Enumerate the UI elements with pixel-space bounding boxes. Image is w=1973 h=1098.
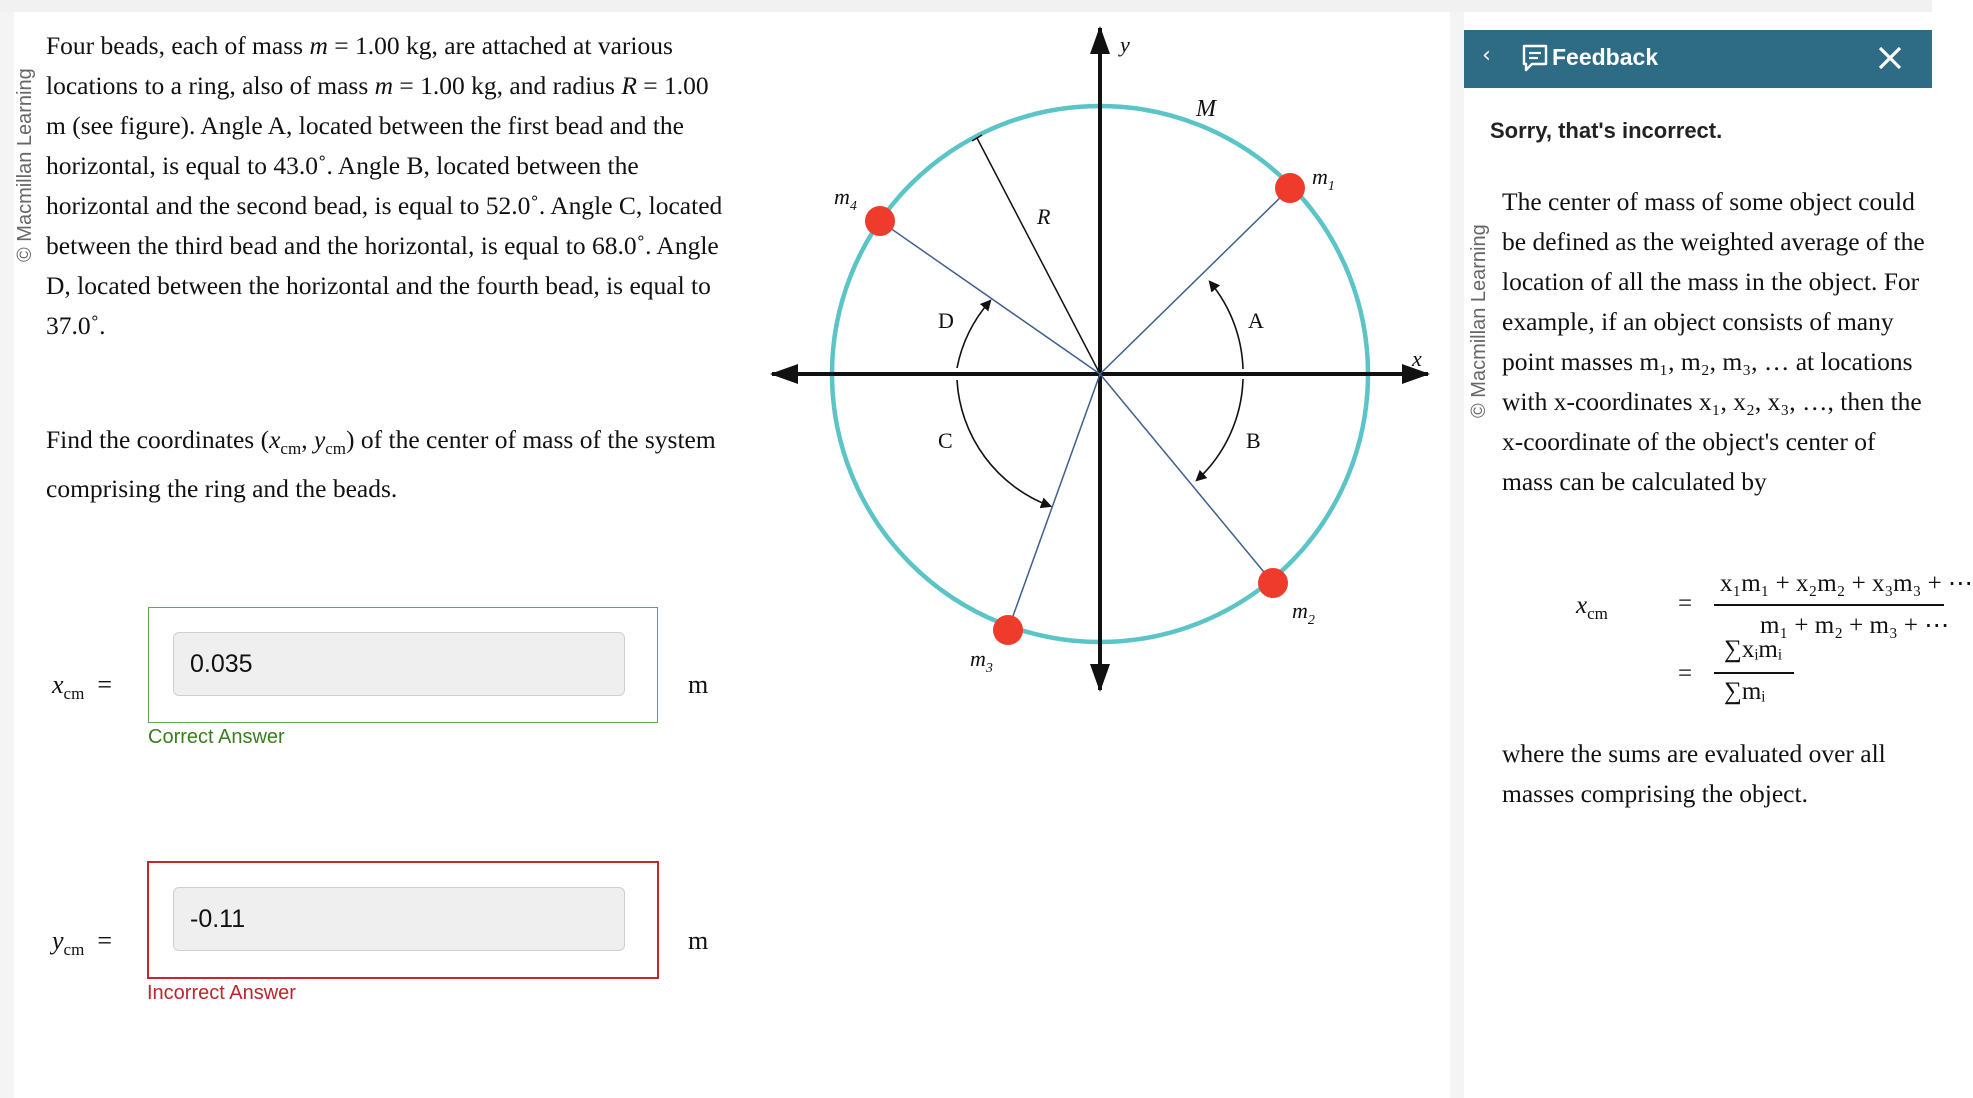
feedback-status: Sorry, that's incorrect. — [1490, 118, 1723, 143]
y-cm-unit: m — [688, 926, 709, 955]
x-cm-input[interactable]: 0.035 — [173, 632, 625, 696]
angle-b-label: B — [1246, 428, 1261, 453]
angle-d-arc — [957, 301, 990, 368]
y-axis-arrow-up — [1090, 26, 1110, 54]
radius-line — [977, 138, 1100, 374]
ring-beads-diagram — [760, 14, 1440, 704]
top-bar — [0, 0, 1932, 12]
ring-mass-label: M — [1196, 96, 1216, 122]
feedback-conclusion: where the sums are evaluated over all masses comprising the object. — [1502, 739, 1886, 808]
fraction-bar-1 — [1714, 604, 1944, 606]
feedback-panel — [1464, 12, 1973, 1098]
angle-b-arc — [1197, 379, 1243, 480]
spoke-m1 — [1100, 188, 1290, 374]
feedback-icon — [1522, 44, 1548, 72]
radius-label: R — [1037, 204, 1051, 229]
x-cm-answer-box — [148, 607, 658, 723]
fraction-bar-2 — [1714, 672, 1794, 674]
bead-m4 — [865, 206, 895, 236]
spoke-m2 — [1100, 374, 1273, 583]
feedback-title: Feedback — [1552, 44, 1659, 70]
m1-label: $m_1$ — [1312, 164, 1335, 194]
x-cm-label: $x_{cm}$ = — [52, 670, 112, 704]
center-of-mass-formula — [1524, 560, 1973, 720]
watermark-left: © Macmillan Learning — [14, 68, 36, 262]
y-cm-status: Incorrect Answer — [147, 982, 296, 1004]
chevron-left-icon[interactable]: ‹ — [1482, 43, 1491, 68]
formula-numerator-2: ∑xᵢmᵢ — [1724, 636, 1782, 663]
bead-m1 — [1275, 173, 1305, 203]
m2-label: $m_2$ — [1292, 598, 1315, 628]
close-icon[interactable] — [1874, 42, 1906, 74]
spoke-m4 — [880, 221, 1100, 374]
watermark-feedback: © Macmillan Learning — [1468, 224, 1490, 418]
angle-c-arc — [957, 380, 1050, 506]
formula-lhs: $x_{cm}$ — [1576, 592, 1608, 623]
x-cm-unit: m — [688, 670, 709, 699]
angle-d-label: D — [938, 308, 954, 333]
formula-equals-2: = — [1678, 660, 1693, 687]
angle-a-label: A — [1248, 308, 1264, 333]
m3-label: $m_3$ — [970, 646, 993, 676]
y-cm-answer-box — [147, 861, 659, 979]
formula-denominator-1: m₁ + m₂ + m₃ + ⋯ — [1760, 612, 1950, 639]
formula-numerator-1: x₁m₁ + x₂m₂ + x₃m₃ + ⋯ — [1720, 570, 1973, 597]
y-cm-label: $y_{cm}$ = — [52, 926, 112, 960]
y-axis-label: y — [1120, 32, 1130, 57]
bead-m2 — [1258, 568, 1288, 598]
y-axis-arrow-down — [1090, 664, 1110, 692]
feedback-explanation: The center of mass of some object could be defined as the weighted average of the location of all the mass in the object. For example, if an object consists of many point masses m₁, m₂, m₃, … at locations with x-coordinates x₁, x₂, x₃, …, then the x-coordinate of the object's center of mass can be calculated by — [1502, 187, 1925, 496]
problem-text: Four beads, each of mass m = 1.00 kg, are attached at various locations to a ring, also of mass m = 1.00 kg, and radius R = 1.00 m (see figure). Angle A, located between the first bead and the horizontal, is equal to 43.0˚. Angle B, located between the horizontal and the second bead, is equal to 52.0˚. Angle C, located between the third bead and the horizontal, is equal to 68.0˚. Angle D, located between the horizontal and the fourth bead, is equal to 37.0˚. — [46, 31, 723, 340]
bead-m3 — [993, 615, 1023, 645]
m4-label: $m_4$ — [834, 184, 857, 214]
panel-divider — [1450, 12, 1464, 1098]
x-cm-status: Correct Answer — [148, 726, 285, 748]
x-axis-label: x — [1412, 346, 1422, 371]
y-cm-input[interactable]: -0.11 — [173, 887, 625, 951]
question-prompt: Find the coordinates ($x_{cm}$, $y_{cm}$) of the center of mass of the system comprising the ring and the beads. — [46, 425, 716, 504]
angle-a-arc — [1210, 282, 1243, 369]
x-axis-arrow-left — [770, 364, 798, 384]
feedback-header — [1464, 30, 1932, 88]
formula-denominator-2: ∑mᵢ — [1724, 678, 1766, 705]
angle-c-label: C — [938, 428, 953, 453]
left-gutter — [0, 12, 14, 1098]
spoke-m3 — [1008, 374, 1100, 630]
formula-equals-1: = — [1678, 590, 1693, 617]
